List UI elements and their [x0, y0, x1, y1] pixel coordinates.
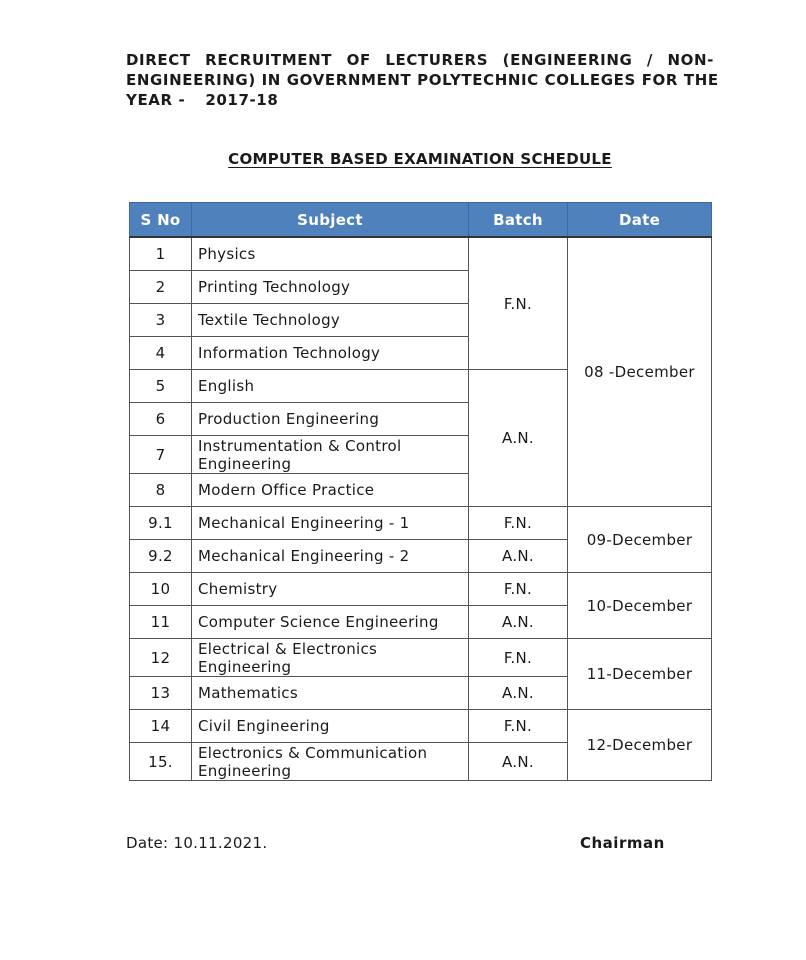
batch-cell: A.N. [469, 743, 568, 781]
sno-cell: 11 [130, 606, 192, 639]
heading-line-1: DIRECT RECRUITMENT OF LECTURERS (ENGINEERING / NON- [126, 51, 714, 69]
sno-cell: 3 [130, 304, 192, 337]
table-row [130, 573, 712, 606]
table-row [130, 507, 712, 540]
signatory: Chairman [580, 834, 665, 852]
batch-cell: F.N. [469, 710, 568, 743]
table-row [130, 639, 712, 677]
batch-cell: F.N. [469, 639, 568, 677]
batch-cell: A.N. [469, 540, 568, 573]
heading-line-3 [126, 90, 714, 110]
heading-line-2: ENGINEERING) IN GOVERNMENT POLYTECHNIC COLLEGES FOR THE [126, 71, 719, 89]
subject-cell: Mathematics [192, 677, 469, 710]
subject-cell: Electrical & Electronics Engineering [192, 639, 469, 677]
year-value: 2017-18 [205, 91, 279, 109]
sno-cell: 10 [130, 573, 192, 606]
header-date: Date [568, 203, 712, 238]
table-row [130, 237, 712, 271]
subject-cell: Production Engineering [192, 403, 469, 436]
issue-date: Date: 10.11.2021. [126, 834, 268, 852]
header-batch: Batch [469, 203, 568, 238]
date-cell: 11-December [568, 639, 712, 710]
subject-cell: Textile Technology [192, 304, 469, 337]
date-cell: 08 -December [568, 237, 712, 507]
date-cell: 10-December [568, 573, 712, 639]
table-row [130, 710, 712, 743]
sno-cell: 6 [130, 403, 192, 436]
subject-cell: English [192, 370, 469, 403]
batch-cell: F.N. [469, 237, 568, 370]
sno-cell: 9.2 [130, 540, 192, 573]
sno-cell: 2 [130, 271, 192, 304]
date-cell: 09-December [568, 507, 712, 573]
subject-cell: Mechanical Engineering - 1 [192, 507, 469, 540]
subject-cell: Electronics & Communication Engineering [192, 743, 469, 781]
sno-cell: 13 [130, 677, 192, 710]
header-subject: Subject [192, 203, 469, 238]
sno-cell: 5 [130, 370, 192, 403]
table-header-row [130, 203, 712, 238]
batch-cell: F.N. [469, 507, 568, 540]
subject-cell: Civil Engineering [192, 710, 469, 743]
subject-cell: Mechanical Engineering - 2 [192, 540, 469, 573]
schedule-title: COMPUTER BASED EXAMINATION SCHEDULE [228, 150, 612, 168]
subject-cell: Physics [192, 237, 469, 271]
header-sno: S No [130, 203, 192, 238]
sno-cell: 14 [130, 710, 192, 743]
subject-cell: Chemistry [192, 573, 469, 606]
batch-cell: A.N. [469, 677, 568, 710]
sno-cell: 12 [130, 639, 192, 677]
year-label: YEAR - [126, 91, 186, 109]
sno-cell: 4 [130, 337, 192, 370]
subject-cell: Modern Office Practice [192, 474, 469, 507]
batch-cell: A.N. [469, 370, 568, 507]
sno-cell: 15. [130, 743, 192, 781]
batch-cell: A.N. [469, 606, 568, 639]
document-heading [126, 50, 719, 110]
subject-cell: Information Technology [192, 337, 469, 370]
schedule-table [129, 202, 712, 781]
sno-cell: 1 [130, 237, 192, 271]
subject-cell: Computer Science Engineering [192, 606, 469, 639]
batch-cell: F.N. [469, 573, 568, 606]
subject-cell: Instrumentation & Control Engineering [192, 436, 469, 474]
subject-cell: Printing Technology [192, 271, 469, 304]
date-cell: 12-December [568, 710, 712, 781]
sno-cell: 9.1 [130, 507, 192, 540]
sno-cell: 7 [130, 436, 192, 474]
sno-cell: 8 [130, 474, 192, 507]
